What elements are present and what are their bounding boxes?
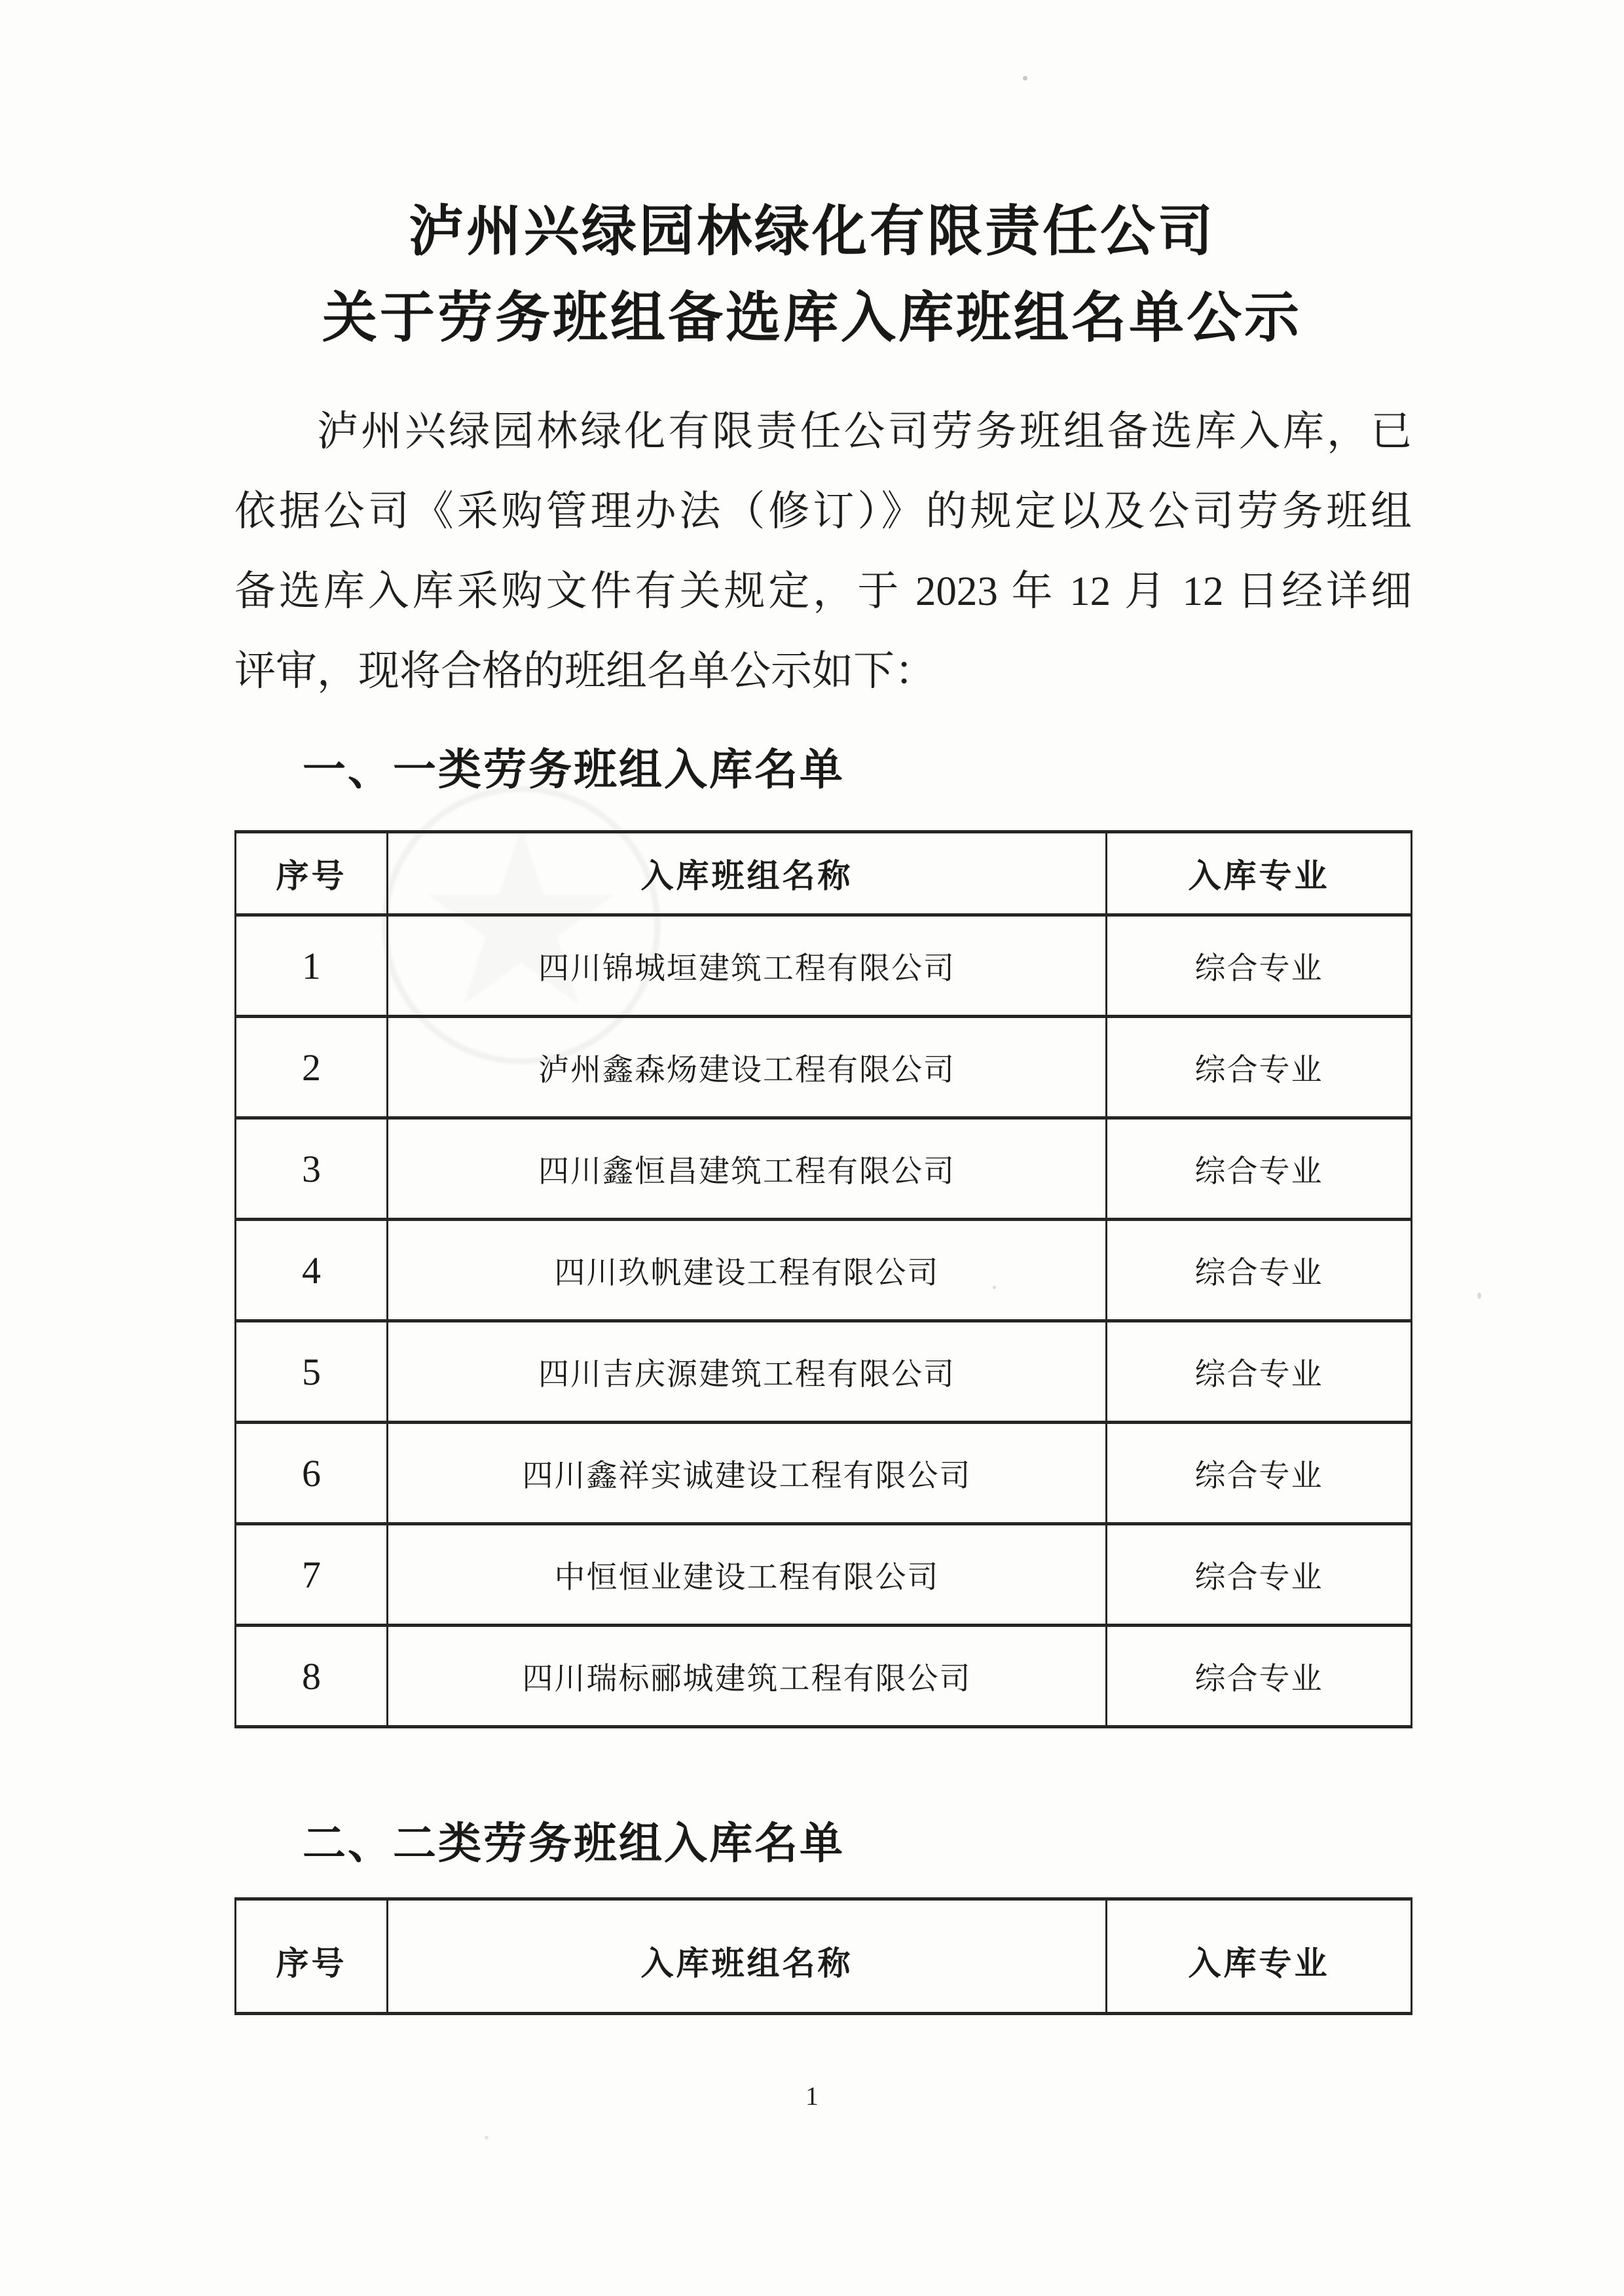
- table-body: [236, 915, 1412, 1727]
- table-row: [236, 1626, 1412, 1727]
- table-cell: 四川玖帆建设工程有限公司: [388, 1220, 1107, 1321]
- table-cell: 中恒恒业建设工程有限公司: [388, 1524, 1107, 1626]
- scan-speck: [1477, 1292, 1481, 1299]
- table-row: [236, 1321, 1412, 1423]
- section-2-table: [234, 1897, 1412, 2015]
- table-row: [236, 1423, 1412, 1524]
- table-row: [236, 1017, 1412, 1118]
- table-cell: 综合专业: [1107, 1321, 1412, 1423]
- table-cell: 综合专业: [1107, 915, 1412, 1017]
- table-row: [236, 1220, 1412, 1321]
- table-cell: 四川吉庆源建筑工程有限公司: [388, 1321, 1107, 1423]
- table-header-row: [236, 832, 1412, 915]
- intro-line: 备选库入库采购文件有关规定，于 2023 年 12 月 12 日经详细: [234, 568, 1412, 614]
- table-header-cell: 入库专业: [1107, 832, 1412, 915]
- section-2-heading: 二、二类劳务班组入库名单: [303, 1819, 845, 1867]
- table-header-cell: 入库专业: [1107, 1899, 1412, 2014]
- table-cell: 综合专业: [1107, 1118, 1412, 1220]
- table-header-cell: 入库班组名称: [388, 1899, 1107, 2014]
- table-row: [236, 915, 1412, 1017]
- section-1-table: [234, 830, 1412, 1728]
- table-cell: 泸州鑫森炀建设工程有限公司: [388, 1017, 1107, 1118]
- table-cell: 7: [236, 1524, 388, 1626]
- table-cell: 综合专业: [1107, 1524, 1412, 1626]
- table-cell: 四川鑫祥实诚建设工程有限公司: [388, 1423, 1107, 1524]
- table-row: [236, 1118, 1412, 1220]
- section-1-heading: 一、一类劳务班组入库名单: [303, 745, 845, 793]
- table-cell: 四川瑞标郦城建筑工程有限公司: [388, 1626, 1107, 1727]
- intro-paragraph: [234, 392, 1412, 711]
- table-cell: 综合专业: [1107, 1423, 1412, 1524]
- intro-line: 依据公司《采购管理办法（修订）》的规定以及公司劳务班组: [234, 488, 1412, 534]
- table-header-cell: 序号: [236, 832, 388, 915]
- table-cell: 2: [236, 1017, 388, 1118]
- table-row: [236, 1524, 1412, 1626]
- table-cell: 四川锦城垣建筑工程有限公司: [388, 915, 1107, 1017]
- page-number: 1: [805, 2081, 819, 2111]
- table-cell: 8: [236, 1626, 388, 1727]
- table-header-row: [236, 1899, 1412, 2014]
- table-cell: 1: [236, 915, 388, 1017]
- table-cell: 4: [236, 1220, 388, 1321]
- table-header: [236, 1899, 1412, 2014]
- table-cell: 5: [236, 1321, 388, 1423]
- intro-line: 评审，现将合格的班组名单公示如下：: [234, 648, 936, 694]
- table-cell: 综合专业: [1107, 1626, 1412, 1727]
- intro-line: 泸州兴绿园林绿化有限责任公司劳务班组备选库入库，已: [317, 409, 1412, 454]
- scan-speck: [485, 2136, 489, 2140]
- document-title-line1: 泸州兴绿园林绿化有限责任公司: [408, 200, 1215, 262]
- table-cell: 综合专业: [1107, 1220, 1412, 1321]
- document-title-line2: 关于劳务班组备选库入库班组名单公示: [322, 287, 1302, 348]
- table-cell: 四川鑫恒昌建筑工程有限公司: [388, 1118, 1107, 1220]
- table-header: [236, 832, 1412, 915]
- table-cell: 综合专业: [1107, 1017, 1412, 1118]
- table-cell: 6: [236, 1423, 388, 1524]
- table-cell: 3: [236, 1118, 388, 1220]
- table-header-cell: 序号: [236, 1899, 388, 2014]
- table-header-cell: 入库班组名称: [388, 832, 1107, 915]
- scan-speck: [1023, 76, 1027, 81]
